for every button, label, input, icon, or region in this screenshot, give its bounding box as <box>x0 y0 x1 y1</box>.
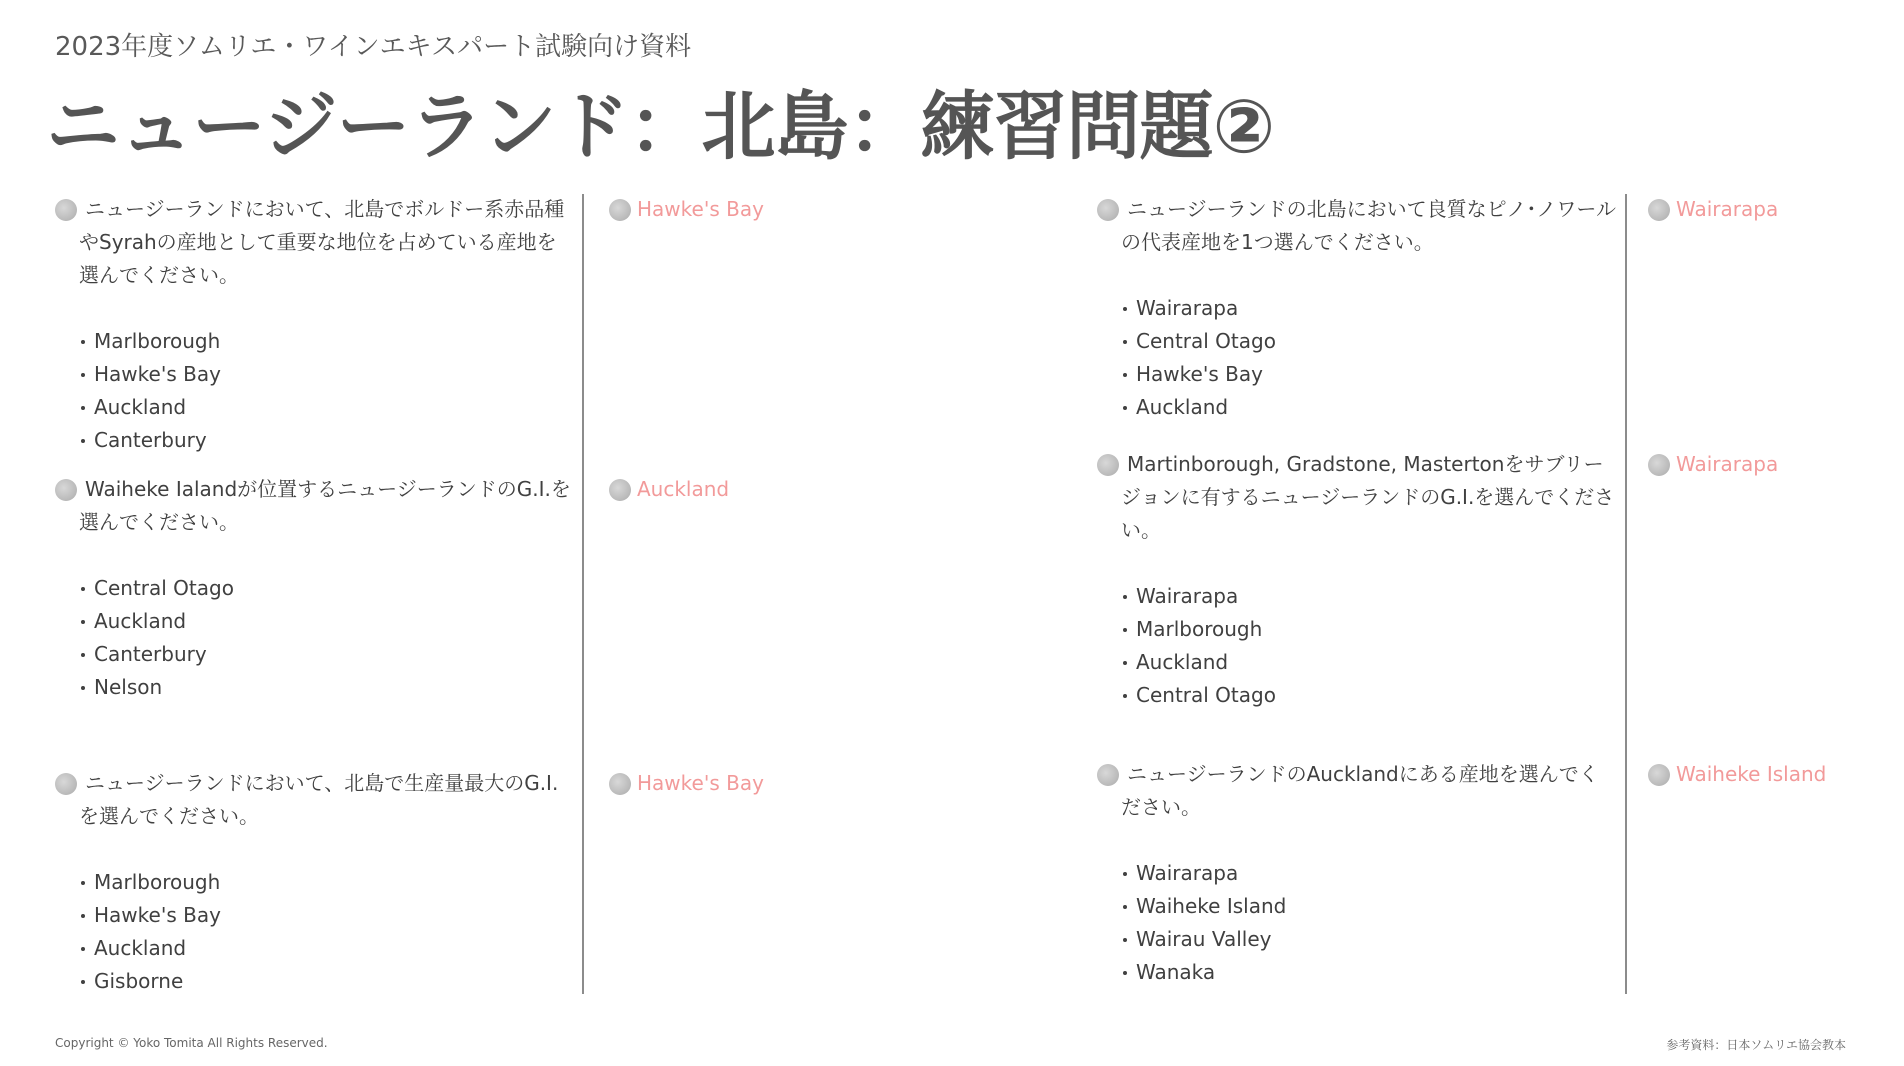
option-item: Marlborough <box>79 325 575 358</box>
option-item: Auckland <box>1121 646 1617 679</box>
question-4 <box>1097 193 1617 424</box>
option-item: Marlborough <box>79 866 575 899</box>
answer-4 <box>1648 193 1778 226</box>
answer-bullet-icon <box>609 479 631 501</box>
option-item: Auckland <box>1121 391 1617 424</box>
option-list <box>1097 580 1617 712</box>
option-list <box>1097 857 1617 989</box>
option-list <box>55 866 575 998</box>
question-bullet-icon <box>1097 454 1119 476</box>
answer-text: Hawke's Bay <box>637 197 764 221</box>
answer-6 <box>1648 758 1826 791</box>
option-item: Canterbury <box>79 424 575 457</box>
option-item: Hawke's Bay <box>79 358 575 391</box>
answer-text: Wairarapa <box>1676 197 1779 221</box>
answer-bullet-icon <box>1648 199 1670 221</box>
question-bullet-icon <box>55 773 77 795</box>
option-item: Marlborough <box>1121 613 1617 646</box>
question-5 <box>1097 448 1617 712</box>
option-list <box>1097 292 1617 424</box>
question-text: Waiheke Ialandが位置するニュージーランドのG.I.を選んでください。 <box>79 477 571 534</box>
option-item: Central Otago <box>1121 325 1617 358</box>
option-item: Wanaka <box>1121 956 1617 989</box>
question-text: Martinborough, Gradstone, Mastertonをサブリージョンに有するニュージーランドのG.I.を選んでください。 <box>1121 452 1615 542</box>
question-1 <box>55 193 575 457</box>
option-item: Wairarapa <box>1121 292 1617 325</box>
question-bullet-icon <box>1097 199 1119 221</box>
page-subtitle: 2023年度ソムリエ・ワインエキスパート試験向け資料 <box>55 32 692 62</box>
option-item: Central Otago <box>79 572 575 605</box>
answer-text: Wairarapa <box>1676 452 1779 476</box>
answer-5 <box>1648 448 1778 481</box>
option-item: Auckland <box>79 932 575 965</box>
question-6 <box>1097 758 1617 989</box>
option-item: Wairarapa <box>1121 580 1617 613</box>
answer-bullet-icon <box>609 773 631 795</box>
option-item: Auckland <box>79 391 575 424</box>
option-item: Central Otago <box>1121 679 1617 712</box>
question-text: ニュージーランドのAucklandにある産地を選んでください。 <box>1121 762 1599 819</box>
column-divider-right <box>1625 194 1627 994</box>
option-list <box>55 572 575 704</box>
answer-bullet-icon <box>1648 764 1670 786</box>
option-item: Wairarapa <box>1121 857 1617 890</box>
question-text: ニュージーランドにおいて、北島で生産量最大のG.I.を選んでください。 <box>79 771 559 828</box>
answer-text: Waiheke Island <box>1676 762 1827 786</box>
question-bullet-icon <box>55 479 77 501</box>
reference-note: 参考資料：日本ソムリエ協会教本 <box>1666 1038 1846 1052</box>
question-2 <box>55 473 575 704</box>
answer-text: Hawke's Bay <box>637 771 764 795</box>
question-3 <box>55 767 575 998</box>
option-item: Nelson <box>79 671 575 704</box>
question-bullet-icon <box>55 199 77 221</box>
column-divider-left <box>582 194 584 994</box>
answer-2 <box>609 473 729 506</box>
option-item: Auckland <box>79 605 575 638</box>
copyright-notice: Copyright © Yoko Tomita All Rights Reserved. <box>55 1036 328 1050</box>
answer-3 <box>609 767 764 800</box>
option-item: Waiheke Island <box>1121 890 1617 923</box>
question-text: ニュージーランドにおいて、北島でボルドー系赤品種やSyrahの産地として重要な地位を占めている産地を選んでください。 <box>79 197 565 287</box>
answer-bullet-icon <box>1648 454 1670 476</box>
option-item: Canterbury <box>79 638 575 671</box>
option-item: Gisborne <box>79 965 575 998</box>
page-title: ニュージーランド：北島：練習問題② <box>46 84 1275 170</box>
answer-1 <box>609 193 764 226</box>
answer-text: Auckland <box>637 477 730 501</box>
answer-bullet-icon <box>609 199 631 221</box>
question-text: ニュージーランドの北島において良質なピノ･ノワールの代表産地を1つ選んでください。 <box>1121 197 1616 254</box>
option-list <box>55 325 575 457</box>
question-bullet-icon <box>1097 764 1119 786</box>
option-item: Hawke's Bay <box>1121 358 1617 391</box>
option-item: Hawke's Bay <box>79 899 575 932</box>
option-item: Wairau Valley <box>1121 923 1617 956</box>
